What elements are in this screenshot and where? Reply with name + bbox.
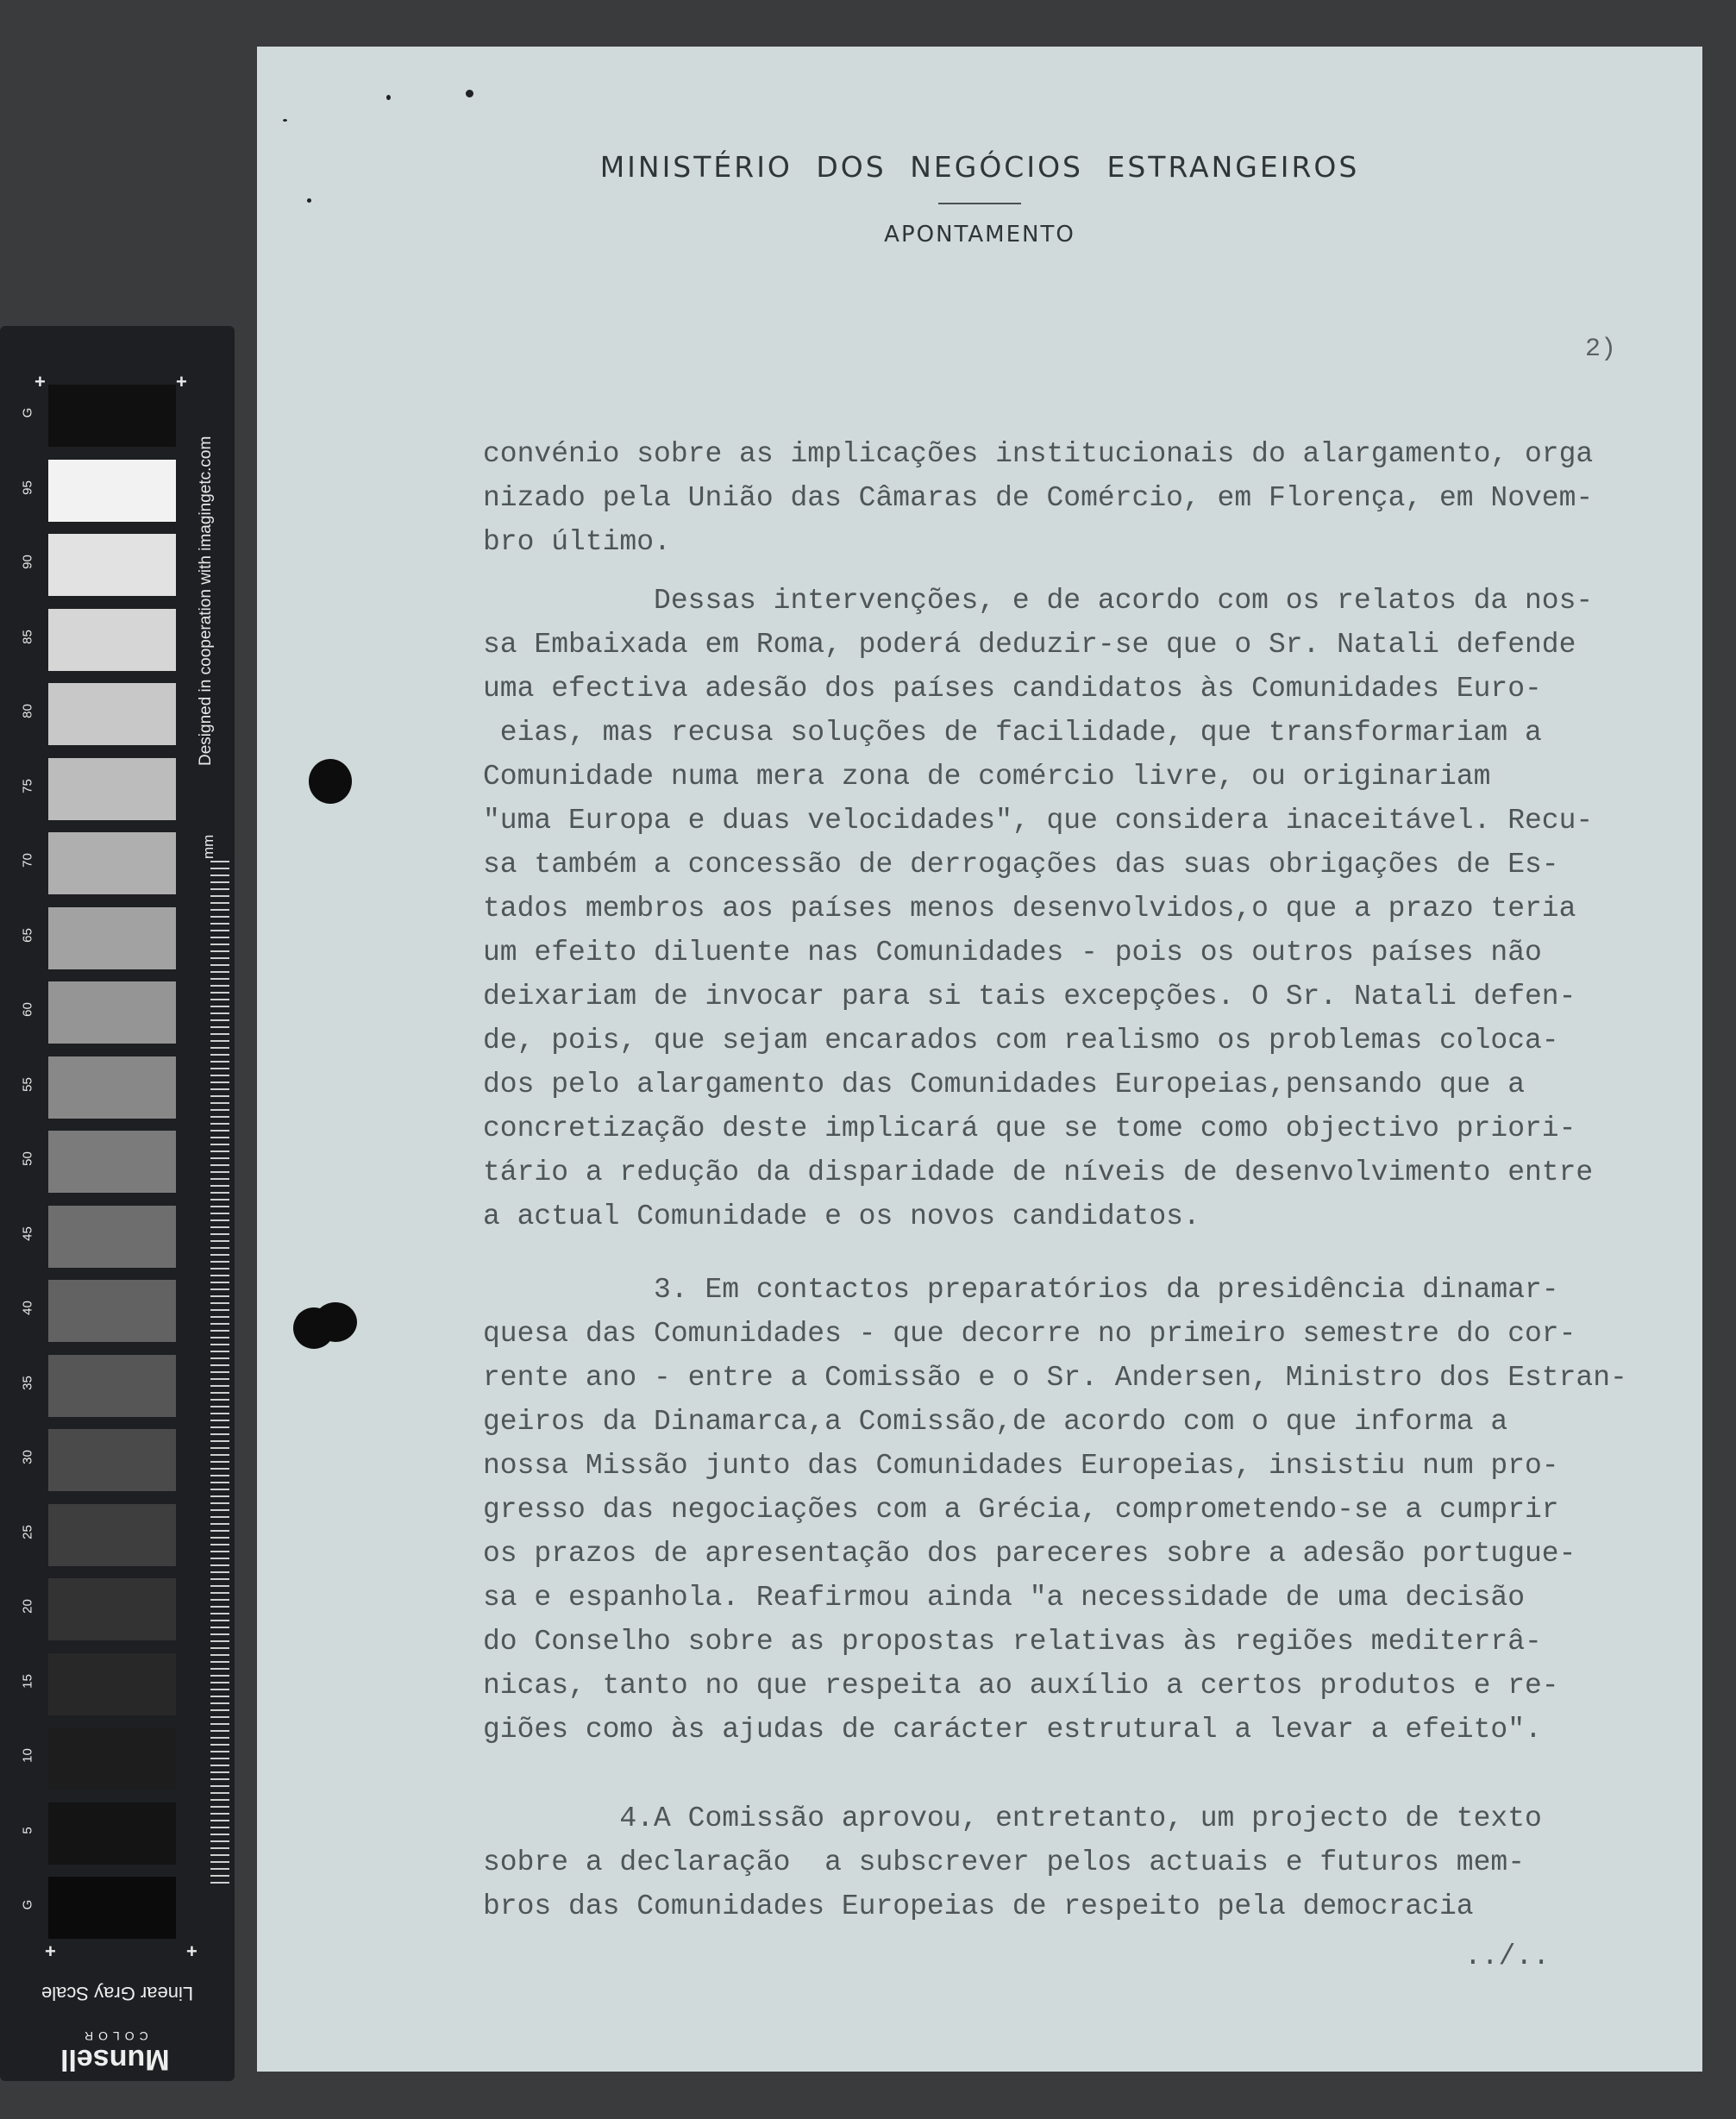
plus-mark: +	[186, 1940, 197, 1962]
document-type: APONTAMENTO	[884, 222, 1075, 248]
scale-number: 70	[20, 853, 35, 868]
scale-number: 50	[20, 1151, 35, 1166]
scale-number: 65	[20, 927, 35, 943]
gray-patch	[48, 832, 176, 894]
gray-scale-card	[0, 326, 235, 2081]
paragraph-3: 3. Em contactos preparatórios da presidência dinamar- quesa das Comunidades - que decorre no primeiro semestre do cor- rente ano - entre a Comissão e o Sr. Andersen, Ministro dos Estran- geiros da Dinamarca,a Comissão,de acordo com o que informa a nossa Missão junto das Comunidades Europeias, insistiu num pro- gresso das negociações com a Grécia, comprometendo-se a cumprir os prazos de apresentação dos pareceres sobre a adesão portugue- sa e espanhola. Reafirmou ainda "a necessidade de uma decisão do Conselho sobre as propostas relativas às regiões mediterrâ- nicas, tanto no que respeita ao auxílio a certos produtos e re- giões como às ajudas de carácter estrutural a levar a efeito".	[483, 1274, 1627, 1746]
plus-mark: +	[176, 371, 187, 392]
scale-number: 90	[20, 555, 35, 569]
scale-number: G	[20, 407, 35, 418]
gray-patch	[48, 1429, 176, 1491]
gray-patch	[48, 1504, 176, 1566]
gray-patch	[48, 1280, 176, 1342]
letterhead-rule	[938, 203, 1021, 204]
speck	[466, 90, 473, 97]
ruler-unit: mm	[200, 834, 216, 859]
gray-patch	[48, 609, 176, 671]
gray-patch	[48, 683, 176, 745]
gray-patch	[48, 460, 176, 522]
paragraph-4: 4.A Comissão aprovou, entretanto, um projecto de texto sobre a declaração a subscrever pelos actuais e futuros mem- bros das Comunidades Europeias de respeito pela democracia	[483, 1802, 1542, 1922]
speck	[283, 119, 287, 122]
scale-title: Linear Gray Scale	[41, 1983, 194, 2004]
gray-patch	[48, 758, 176, 820]
scale-number: 80	[20, 704, 35, 718]
speck	[386, 95, 391, 100]
scale-number: 10	[20, 1748, 35, 1763]
gray-patch	[48, 1355, 176, 1417]
plus-mark: +	[45, 1940, 56, 1962]
brand-logo: Munsell	[60, 2043, 170, 2076]
scale-number: 85	[20, 629, 35, 644]
scale-number: 25	[20, 1524, 35, 1539]
plus-mark: +	[34, 371, 46, 392]
scale-number: 5	[20, 1826, 35, 1834]
gray-patch	[48, 1802, 176, 1865]
scale-number: 95	[20, 480, 35, 495]
scale-number: 20	[20, 1599, 35, 1614]
punch-hole	[309, 759, 352, 804]
scale-number: G	[20, 1899, 35, 1910]
paragraph-1: convénio sobre as implicações institucionais do alargamento, orga nizado pela União das Câmaras de Comércio, em Florença, em Novem- bro último.	[483, 438, 1594, 558]
mm-ruler	[210, 861, 229, 1887]
gray-patch	[48, 385, 176, 447]
scale-number: 35	[20, 1375, 35, 1390]
continuation-mark: ../..	[1464, 1940, 1551, 1972]
gray-patch	[48, 981, 176, 1044]
page-number: 2)	[1585, 335, 1617, 364]
scale-number: 15	[20, 1673, 35, 1689]
scale-number: 55	[20, 1076, 35, 1092]
scale-number: 60	[20, 1002, 35, 1017]
punch-hole	[314, 1302, 357, 1342]
scale-number: 30	[20, 1450, 35, 1464]
gray-patch	[48, 1877, 176, 1939]
gray-patch	[48, 1727, 176, 1790]
paragraph-2: Dessas intervenções, e de acordo com os relatos da nos- sa Embaixada em Roma, poderá deduzir-se que o Sr. Natali defende uma efectiva adesão dos países candidatos às Comunidades Euro- eias, mas recusa soluções de facilidade, que transformariam a Comunidade numa mera zona de comércio livre, ou originariam "uma Europa e duas velocidades", que considera inaceitável. Recu- sa também a concessão de derrogações das suas obrigações de Es- tados membros aos países menos desenvolvidos,o que a prazo teria um efeito diluente nas Comunidades - pois os outros países não deixariam de invocar para si tais excepções. O Sr. Natali defen- de, pois, que sejam encarados com realismo os problemas coloca- dos pelo alargamento das Comunidades Europeias,pensando que a concretização deste implicará que se tome como objectivo priori- tário a redução da disparidade de níveis de desenvolvimento entre a actual Comunidade e os novos candidatos.	[483, 585, 1594, 1232]
speck	[307, 198, 311, 203]
gray-patch	[48, 907, 176, 969]
scale-number: 40	[20, 1301, 35, 1315]
brand-sub: COLOR	[79, 2029, 148, 2043]
gray-patch	[48, 1131, 176, 1193]
gray-patch	[48, 534, 176, 596]
gray-patch	[48, 1578, 176, 1640]
gray-scale-patches	[20, 379, 188, 1915]
scale-number: 45	[20, 1226, 35, 1241]
scale-number: 75	[20, 778, 35, 793]
gray-patch	[48, 1653, 176, 1715]
gray-patch	[48, 1056, 176, 1119]
gray-patch	[48, 1206, 176, 1268]
letterhead	[257, 150, 1702, 248]
ministry-name: MINISTÉRIO DOS NEGÓCIOS ESTRANGEIROS	[599, 150, 1360, 184]
scale-credit: Designed in cooperation with imagingetc.com	[197, 436, 215, 766]
document-page	[257, 47, 1702, 2072]
